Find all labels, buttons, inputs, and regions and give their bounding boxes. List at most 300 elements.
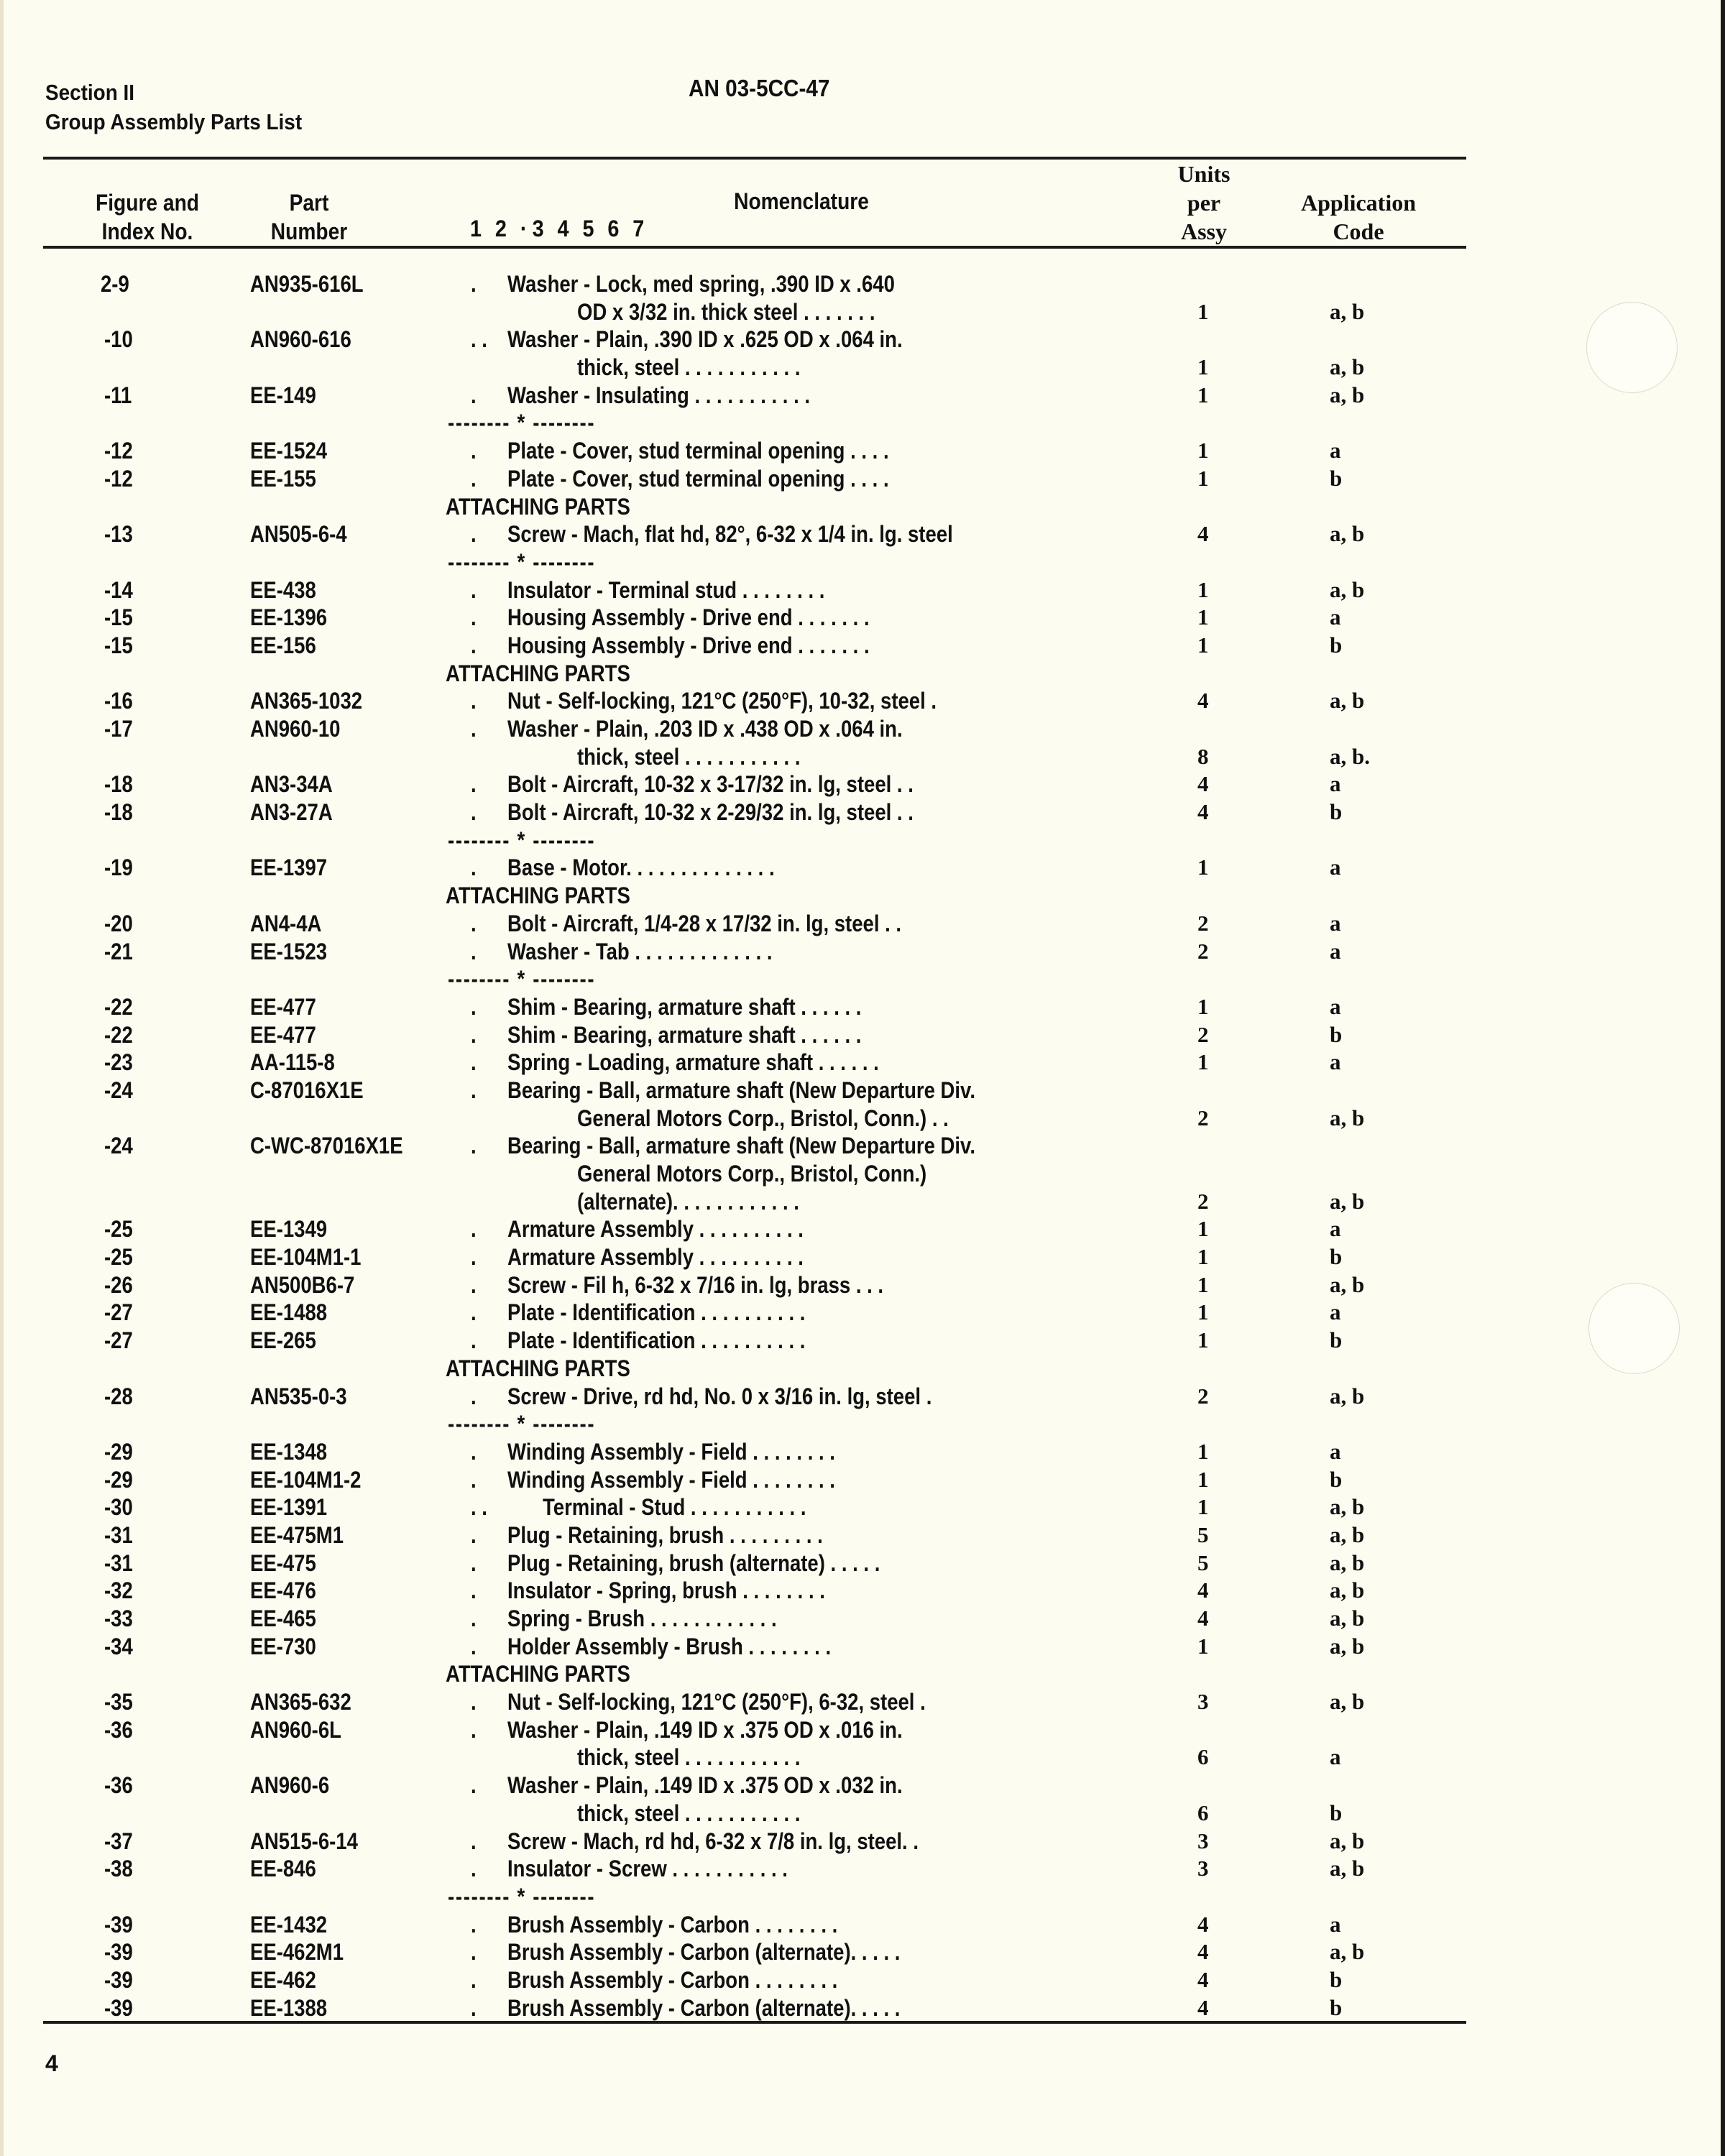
indent-marker: . [471, 1077, 477, 1103]
figure-index-cell: -12 [104, 438, 133, 464]
indent-marker: . [471, 1244, 477, 1271]
application-code-cell: a, b [1330, 1549, 1365, 1575]
separator-line: -------- * -------- [448, 410, 596, 436]
figure-index-cell: -31 [104, 1521, 133, 1548]
indent-marker: . [471, 1133, 477, 1159]
indent-marker: . [471, 1521, 477, 1548]
indent-marker: . [471, 910, 477, 936]
units-per-assy-cell: 1 [1197, 1633, 1209, 1659]
attaching-parts-label: ATTACHING PARTS [446, 1355, 630, 1381]
units-per-assy-cell: 6 [1197, 1800, 1209, 1825]
header-bottom-rule [43, 246, 1466, 249]
figure-index-cell: -18 [104, 771, 133, 798]
nomenclature-cell: Screw - Fil h, 6-32 x 7/16 in. lg, brass . . . [507, 1271, 884, 1298]
application-code-cell: a, b [1330, 1383, 1365, 1409]
part-number-cell: EE-477 [250, 1021, 316, 1048]
part-number-cell: AN3-34A [250, 771, 333, 798]
table-row [0, 1772, 1725, 1800]
units-per-assy-cell: 4 [1197, 771, 1209, 797]
units-per-assy-cell: 1 [1197, 1049, 1209, 1075]
table-row [0, 382, 1725, 410]
table-row [0, 993, 1725, 1021]
units-per-assy-cell: 2 [1197, 1383, 1209, 1409]
units-per-assy-cell: 5 [1197, 1521, 1209, 1547]
table-row [0, 1493, 1725, 1521]
indent-marker: . [471, 1299, 477, 1326]
nomenclature-cell: Washer - Tab . . . . . . . . . . . . . [507, 938, 773, 964]
figure-index-cell: -33 [104, 1606, 133, 1631]
indent-marker: . [471, 716, 477, 742]
figure-index-cell: -10 [104, 326, 133, 353]
nomenclature-cell: Screw - Drive, rd hd, No. 0 x 3/16 in. lg, steel . [507, 1383, 932, 1409]
attaching-parts-heading [0, 1660, 1725, 1688]
indent-marker: . [471, 1772, 477, 1799]
part-number-cell: EE-1524 [250, 438, 328, 464]
part-number-cell: EE-1523 [250, 938, 328, 964]
units-per-assy-cell: 2 [1197, 1105, 1209, 1130]
figure-index-cell: -27 [104, 1327, 133, 1354]
application-code-cell: a, b [1330, 1577, 1365, 1603]
part-number-cell: EE-265 [250, 1327, 316, 1354]
nomenclature-cell: Armature Assembly . . . . . . . . . . [507, 1244, 804, 1271]
application-code-cell: a, b [1330, 382, 1365, 407]
units-per-assy-cell: 4 [1197, 688, 1209, 714]
page-number: 4 [45, 2050, 58, 2076]
table-row [0, 604, 1725, 632]
application-code-cell: a, b [1330, 1606, 1365, 1631]
figure-index-cell: -31 [104, 1549, 133, 1576]
table-row [0, 687, 1725, 715]
part-number-cell: AN505-6-4 [250, 521, 347, 548]
nomenclature-continuation: (alternate). . . . . . . . . . . . [577, 1188, 799, 1215]
group-separator [0, 548, 1725, 576]
part-number-cell: EE-846 [250, 1856, 316, 1882]
column-header-nomenclature: Nomenclature [734, 188, 869, 214]
table-row [0, 1688, 1725, 1716]
part-number-cell: AN960-616 [250, 326, 351, 353]
figure-index-cell: -39 [104, 1911, 133, 1938]
nomenclature-cell: Housing Assembly - Drive end . . . . . . . [507, 604, 870, 631]
part-number-cell: EE-462 [250, 1966, 316, 1993]
table-row [0, 854, 1725, 882]
units-per-assy-cell: 4 [1197, 1911, 1209, 1937]
indent-marker: . [471, 1549, 477, 1576]
figure-index-cell: -35 [104, 1689, 133, 1715]
indent-marker: . [471, 1216, 477, 1243]
table-row [0, 1633, 1725, 1661]
nomenclature-cell: Shim - Bearing, armature shaft . . . . . . [507, 1021, 862, 1048]
nomenclature-cell: Washer - Plain, .149 ID x .375 OD x .032 in. [507, 1772, 903, 1799]
table-row [0, 1271, 1725, 1299]
table-row [0, 1021, 1725, 1049]
figure-index-cell: -39 [104, 1994, 133, 2021]
application-code-cell: a, b. [1330, 743, 1370, 769]
nomenclature-continuation: thick, steel . . . . . . . . . . . [577, 1800, 801, 1826]
application-code-cell: a, b [1330, 1828, 1365, 1853]
units-per-assy-cell: 4 [1197, 1966, 1209, 1992]
table-row-continuation [0, 1800, 1725, 1828]
application-code-cell: a, b [1330, 521, 1365, 547]
column-header-part-number: Part Number [270, 190, 348, 244]
part-number-cell: AN935-616L [250, 271, 364, 297]
nomenclature-cell: Terminal - Stud . . . . . . . . . . . [543, 1494, 806, 1521]
indent-level-numbers: 1 2 · 3 4 5 6 7 [470, 216, 645, 241]
figure-index-cell: -34 [104, 1633, 133, 1659]
indent-marker: . [471, 1327, 477, 1354]
application-code-cell: a, b [1330, 1939, 1365, 1965]
group-separator [0, 1410, 1725, 1438]
nomenclature-cell: Winding Assembly - Field . . . . . . . . [507, 1438, 835, 1465]
application-code-cell: a, b [1330, 1105, 1365, 1130]
nomenclature-cell: Winding Assembly - Field . . . . . . . . [507, 1466, 835, 1493]
table-row [0, 1605, 1725, 1633]
nomenclature-cell: Brush Assembly - Carbon . . . . . . . . [507, 1966, 838, 1993]
units-per-assy-cell: 1 [1197, 1299, 1209, 1325]
units-per-assy-cell: 1 [1197, 993, 1209, 1019]
indent-marker: . [471, 1271, 477, 1298]
group-separator [0, 409, 1725, 437]
part-number-cell: EE-1349 [250, 1216, 328, 1243]
units-per-assy-cell: 4 [1197, 1606, 1209, 1631]
application-code-cell: b [1330, 1800, 1343, 1825]
table-row [0, 1911, 1725, 1939]
application-code-cell: b [1330, 1994, 1343, 2020]
units-per-assy-cell: 1 [1197, 1438, 1209, 1464]
part-number-cell: AN960-6 [250, 1772, 330, 1799]
part-number-cell: AA-115-8 [250, 1049, 335, 1076]
figure-index-cell: -16 [104, 688, 133, 714]
nomenclature-cell: Armature Assembly . . . . . . . . . . [507, 1216, 804, 1243]
table-row [0, 770, 1725, 798]
application-code-cell: a [1330, 438, 1341, 464]
indent-marker: . [471, 465, 477, 492]
part-number-cell: EE-104M1-2 [250, 1466, 362, 1493]
nomenclature-cell: Screw - Mach, flat hd, 82°, 6-32 x 1/4 in. lg. steel [507, 521, 953, 548]
table-row [0, 1466, 1725, 1494]
figure-index-cell: -36 [104, 1716, 133, 1743]
figure-index-cell: -22 [104, 1021, 133, 1048]
indent-marker: . [471, 688, 477, 714]
figure-index-cell: -19 [104, 854, 133, 881]
nomenclature-cell: Bearing - Ball, armature shaft (New Departure Div. [507, 1077, 975, 1103]
figure-index-cell: -24 [104, 1133, 133, 1159]
figure-index-cell: -36 [104, 1772, 133, 1799]
units-per-assy-cell: 1 [1197, 298, 1209, 324]
figure-index-cell: -20 [104, 910, 133, 936]
application-code-cell: a, b [1330, 1271, 1365, 1297]
units-per-assy-cell: 4 [1197, 521, 1209, 547]
attaching-parts-label: ATTACHING PARTS [446, 1661, 630, 1687]
part-number-cell: AN3-27A [250, 799, 333, 826]
nomenclature-cell: Housing Assembly - Drive end . . . . . . . [507, 632, 870, 658]
units-per-assy-cell: 1 [1197, 1216, 1209, 1242]
part-number-cell: AN515-6-14 [250, 1828, 358, 1854]
figure-index-cell: -14 [104, 576, 133, 603]
group-separator [0, 1883, 1725, 1911]
nomenclature-cell: Plate - Cover, stud terminal opening . . . . [507, 438, 889, 464]
application-code-cell: b [1330, 632, 1343, 658]
section-label: Section II [45, 80, 135, 105]
table-row [0, 1049, 1725, 1077]
indent-marker: . [471, 382, 477, 408]
indent-marker: . [471, 632, 477, 658]
figure-index-cell: -29 [104, 1438, 133, 1465]
indent-marker: . [471, 1911, 477, 1938]
table-row [0, 1994, 1725, 2022]
part-number-cell: AN960-10 [250, 716, 341, 742]
indent-marker: . [471, 1383, 477, 1409]
units-per-assy-cell: 8 [1197, 743, 1209, 769]
document-subtitle: Group Assembly Parts List [45, 109, 303, 134]
figure-index-cell: -29 [104, 1466, 133, 1493]
nomenclature-cell: Washer - Plain, .203 ID x .438 OD x .064 in. [507, 716, 903, 742]
table-row [0, 910, 1725, 938]
figure-index-cell: -23 [104, 1049, 133, 1076]
part-number-cell: EE-438 [250, 576, 316, 603]
figure-index-cell: -26 [104, 1271, 133, 1298]
application-code-cell: a [1330, 1744, 1341, 1770]
nomenclature-cell: Washer - Insulating . . . . . . . . . . . [507, 382, 811, 408]
indent-marker: . [471, 438, 477, 464]
nomenclature-cell: Insulator - Screw . . . . . . . . . . . [507, 1856, 788, 1882]
figure-index-cell: -24 [104, 1077, 133, 1103]
figure-index-cell: -17 [104, 716, 133, 742]
part-number-cell: EE-1348 [250, 1438, 328, 1465]
attaching-parts-heading [0, 493, 1725, 521]
figure-index-cell: -32 [104, 1577, 133, 1604]
nomenclature-cell: Brush Assembly - Carbon (alternate). . . . . [507, 1939, 901, 1966]
nomenclature-cell: Plug - Retaining, brush (alternate) . . . . . [507, 1549, 880, 1576]
separator-line: -------- * -------- [448, 1411, 596, 1437]
application-code-cell: a, b [1330, 298, 1365, 324]
units-per-assy-cell: 6 [1197, 1744, 1209, 1770]
indent-marker: . [471, 1939, 477, 1966]
table-row-continuation [0, 743, 1725, 771]
units-per-assy-cell: 5 [1197, 1549, 1209, 1575]
nomenclature-cell: Plate - Identification . . . . . . . . . . [507, 1299, 806, 1326]
table-row [0, 1299, 1725, 1327]
application-code-cell: a [1330, 854, 1341, 880]
separator-line: -------- * -------- [448, 826, 596, 853]
table-row-continuation [0, 1188, 1725, 1216]
indent-marker: . [471, 938, 477, 964]
part-number-cell: AN960-6L [250, 1716, 341, 1743]
table-row [0, 576, 1725, 604]
table-row [0, 1938, 1725, 1966]
nomenclature-cell: Brush Assembly - Carbon . . . . . . . . [507, 1911, 838, 1938]
application-code-cell: a, b [1330, 1856, 1365, 1881]
table-row [0, 1577, 1725, 1605]
table-row [0, 632, 1725, 660]
indent-marker: . [471, 1049, 477, 1076]
part-number-cell: EE-475 [250, 1549, 316, 1576]
nomenclature-continuation: General Motors Corp., Bristol, Conn.) . . [577, 1105, 949, 1131]
column-header-units-per-assy: Units per Assy [1177, 161, 1230, 244]
part-number-cell: EE-462M1 [250, 1939, 344, 1966]
part-number-cell: EE-1396 [250, 604, 328, 631]
application-code-cell: a, b [1330, 354, 1365, 380]
nomenclature-cell: Bolt - Aircraft, 10-32 x 3-17/32 in. lg, steel . . [507, 771, 914, 798]
nomenclature-cell: Insulator - Terminal stud . . . . . . . . [507, 576, 825, 603]
part-number-cell: EE-1432 [250, 1911, 328, 1938]
units-per-assy-cell: 2 [1197, 938, 1209, 964]
indent-marker: . [471, 1994, 477, 2021]
units-per-assy-cell: 1 [1197, 1494, 1209, 1520]
application-code-cell: a, b [1330, 1633, 1365, 1659]
indent-marker: . [471, 1021, 477, 1048]
attaching-parts-label: ATTACHING PARTS [446, 660, 630, 686]
attaching-parts-label: ATTACHING PARTS [446, 883, 630, 909]
nomenclature-cell: Insulator - Spring, brush . . . . . . . . [507, 1577, 825, 1604]
table-row [0, 1438, 1725, 1466]
separator-line: -------- * -------- [448, 966, 596, 992]
units-per-assy-cell: 1 [1197, 1327, 1209, 1353]
part-number-cell: EE-476 [250, 1577, 316, 1604]
units-per-assy-cell: 2 [1197, 1021, 1209, 1047]
nomenclature-cell: Brush Assembly - Carbon (alternate). . . . . [507, 1994, 901, 2021]
group-separator [0, 965, 1725, 993]
table-row-continuation [0, 298, 1725, 326]
figure-index-cell: -37 [104, 1828, 133, 1854]
indent-marker: . [471, 854, 477, 881]
indent-marker: . [471, 1577, 477, 1604]
table-row-continuation [0, 354, 1725, 382]
figure-index-cell: -22 [104, 993, 133, 1020]
table-row [0, 1215, 1725, 1243]
units-per-assy-cell: 1 [1197, 1271, 1209, 1297]
table-row [0, 798, 1725, 826]
application-code-cell: b [1330, 465, 1343, 491]
table-row [0, 1855, 1725, 1883]
part-number-cell: AN365-632 [250, 1689, 351, 1715]
table-row [0, 1549, 1725, 1577]
figure-index-cell: -11 [104, 382, 132, 408]
nomenclature-cell: Plate - Cover, stud terminal opening . . . . [507, 465, 889, 492]
application-code-cell: a [1330, 1438, 1341, 1464]
application-code-cell: a [1330, 604, 1341, 630]
indent-marker: . . [471, 326, 487, 353]
table-row [0, 520, 1725, 548]
part-number-cell: EE-1488 [250, 1299, 328, 1326]
table-row [0, 326, 1725, 354]
nomenclature-cell: Shim - Bearing, armature shaft . . . . . . [507, 993, 862, 1020]
part-number-cell: AN500B6-7 [250, 1271, 355, 1298]
nomenclature-continuation: OD x 3/32 in. thick steel . . . . . . . [577, 298, 875, 325]
table-row-continuation [0, 1160, 1725, 1188]
units-per-assy-cell: 1 [1197, 604, 1209, 630]
indent-marker: . [471, 604, 477, 631]
nomenclature-cell: Nut - Self-locking, 121°C (250°F), 10-32, steel . [507, 688, 937, 714]
indent-marker: . . [471, 1494, 487, 1521]
units-per-assy-cell: 2 [1197, 910, 1209, 936]
table-row [0, 1716, 1725, 1744]
table-row [0, 1243, 1725, 1271]
part-number-cell: EE-104M1-1 [250, 1244, 362, 1271]
nomenclature-cell: Bolt - Aircraft, 10-32 x 2-29/32 in. lg, steel . . [507, 799, 914, 826]
indent-marker: . [471, 1716, 477, 1743]
part-number-cell: EE-1397 [250, 854, 328, 881]
units-per-assy-cell: 1 [1197, 1466, 1209, 1492]
nomenclature-cell: Holder Assembly - Brush . . . . . . . . [507, 1633, 832, 1659]
nomenclature-cell: Washer - Lock, med spring, .390 ID x .640 [507, 271, 895, 297]
table-row [0, 270, 1725, 298]
application-code-cell: a, b [1330, 1494, 1365, 1520]
nomenclature-cell: Screw - Mach, rd hd, 6-32 x 7/8 in. lg, steel. . [507, 1828, 919, 1854]
indent-marker: . [471, 771, 477, 798]
units-per-assy-cell: 1 [1197, 854, 1209, 880]
units-per-assy-cell: 1 [1197, 382, 1209, 407]
part-number-cell: EE-149 [250, 382, 316, 408]
document-number: AN 03-5CC-47 [689, 75, 830, 101]
indent-marker: . [471, 271, 477, 297]
application-code-cell: a [1330, 771, 1341, 797]
figure-index-cell: -13 [104, 521, 133, 548]
part-number-cell: EE-465 [250, 1606, 316, 1631]
application-code-cell: b [1330, 1021, 1343, 1047]
nomenclature-cell: Nut - Self-locking, 121°C (250°F), 6-32, steel . [507, 1689, 926, 1715]
figure-index-cell: -38 [104, 1856, 133, 1882]
table-row [0, 1383, 1725, 1411]
figure-index-cell: -39 [104, 1966, 133, 1993]
application-code-cell: b [1330, 1244, 1343, 1270]
part-number-cell: C-87016X1E [250, 1077, 364, 1103]
units-per-assy-cell: 1 [1197, 632, 1209, 658]
table-row-continuation [0, 1105, 1725, 1133]
figure-index-cell: -21 [104, 938, 133, 964]
attaching-parts-heading [0, 660, 1725, 688]
figure-index-cell: -18 [104, 799, 133, 826]
part-number-cell: EE-475M1 [250, 1521, 344, 1548]
units-per-assy-cell: 2 [1197, 1188, 1209, 1214]
units-per-assy-cell: 1 [1197, 438, 1209, 464]
figure-index-cell: -39 [104, 1939, 133, 1966]
units-per-assy-cell: 1 [1197, 1244, 1209, 1270]
separator-line: -------- * -------- [448, 548, 596, 575]
application-code-cell: b [1330, 1327, 1343, 1353]
part-number-cell: EE-477 [250, 993, 316, 1020]
part-number-cell: C-WC-87016X1E [250, 1133, 403, 1159]
column-header-application-code: Application Code [1300, 190, 1417, 244]
attaching-parts-heading [0, 882, 1725, 910]
application-code-cell: a, b [1330, 1521, 1365, 1547]
indent-marker: . [471, 1633, 477, 1659]
indent-marker: . [471, 576, 477, 603]
application-code-cell: a [1330, 1216, 1341, 1242]
nomenclature-continuation: thick, steel . . . . . . . . . . . [577, 743, 801, 770]
table-row-continuation [0, 1743, 1725, 1772]
figure-index-cell: -25 [104, 1244, 133, 1271]
units-per-assy-cell: 4 [1197, 799, 1209, 825]
indent-marker: . [471, 1828, 477, 1854]
application-code-cell: a [1330, 1911, 1341, 1937]
page-header [45, 78, 302, 137]
application-code-cell: a [1330, 910, 1341, 936]
attaching-parts-heading [0, 1355, 1725, 1383]
units-per-assy-cell: 1 [1197, 465, 1209, 491]
application-code-cell: a, b [1330, 576, 1365, 602]
part-number-cell: EE-1391 [250, 1494, 328, 1521]
nomenclature-cell: Washer - Plain, .390 ID x .625 OD x .064 in. [507, 326, 903, 353]
indent-marker: . [471, 521, 477, 548]
units-per-assy-cell: 3 [1197, 1828, 1209, 1853]
indent-marker: . [471, 1689, 477, 1715]
table-row [0, 1966, 1725, 1994]
part-number-cell: EE-156 [250, 632, 316, 658]
indent-marker: . [471, 1466, 477, 1493]
nomenclature-cell: Base - Motor. . . . . . . . . . . . . . [507, 854, 775, 881]
indent-marker: . [471, 799, 477, 826]
table-row [0, 465, 1725, 493]
